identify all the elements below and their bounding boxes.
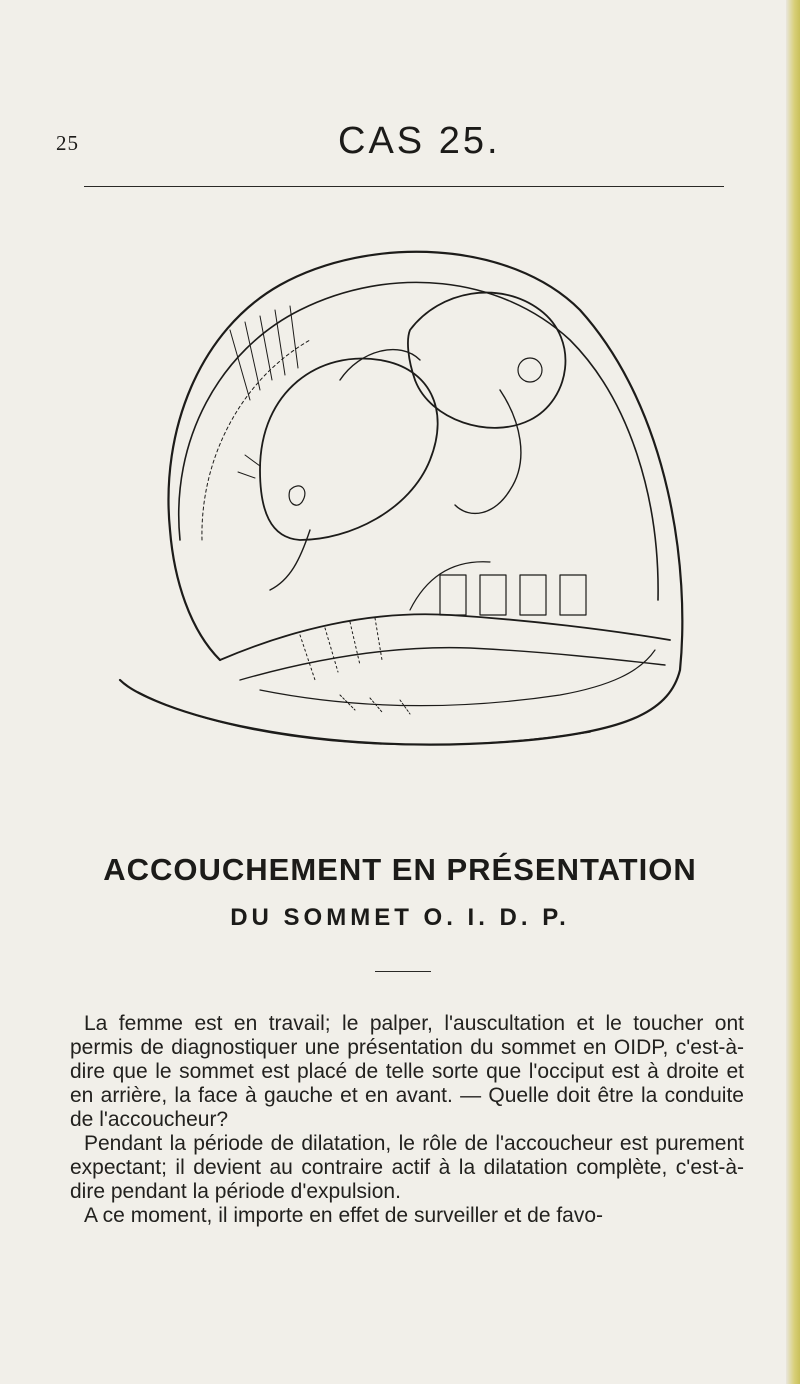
header-rule bbox=[84, 186, 724, 187]
paragraph: La femme est en travail; le palper, l'auscultation et le toucher ont permis de diagnostiquer une présentation du sommet en OIDP, c'est-à-dire que le sommet est placé de telle sorte que l'occiput est à droite et en arrière, la face à gauche et en avant. — Quelle doit être la conduite de l'accoucheur? bbox=[70, 1012, 744, 1131]
body-text bbox=[70, 1012, 744, 1228]
page-number: 25 bbox=[56, 131, 79, 155]
page-edge bbox=[786, 0, 800, 1384]
obstetric-illustration bbox=[110, 240, 690, 770]
figure-caption-line2: DU SOMMET O. I. D. P. bbox=[230, 904, 570, 931]
figure-caption-line1: ACCOUCHEMENT EN PRÉSENTATION bbox=[103, 852, 697, 887]
paragraph: A ce moment, il importe en effet de surveiller et de favo- bbox=[84, 1204, 604, 1227]
section-divider bbox=[375, 971, 431, 972]
obstetric-illustration-icon bbox=[110, 240, 690, 770]
paragraph: Pendant la période de dilatation, le rôle de l'accoucheur est purement expectant; il devient au contraire actif à la dilatation complète, c'est-à-dire pendant la période d'expulsion. bbox=[70, 1132, 744, 1203]
running-title: CAS 25. bbox=[338, 120, 501, 162]
